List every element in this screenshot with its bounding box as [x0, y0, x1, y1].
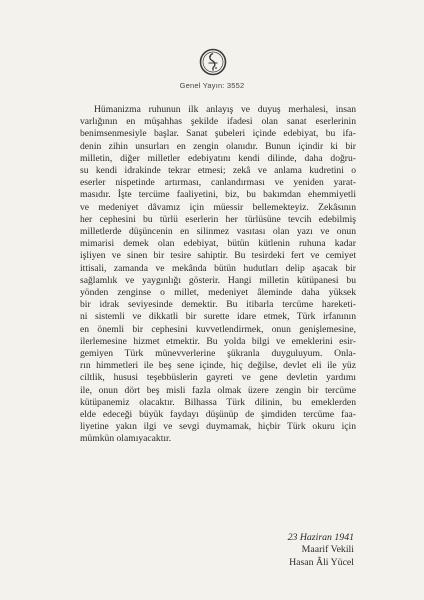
text-line: her cephesini bu türlü eserlerin her türlüsüne tevcih edebilmiş	[80, 213, 356, 225]
text-line: Hümanizma ruhunun ilk anlayış ve duyuş merhalesi, insan	[94, 104, 356, 115]
text-line: varlığının en müşahhas şekilde ifadesi olan sanat eserlerinin	[80, 116, 356, 128]
text-line: ile, onun dört beş misli fazla olmak üzere zengin bir tercüme	[80, 384, 356, 396]
foreword-text	[80, 104, 356, 446]
text-line: işliyen ve sinen bir tesire sahiptir. Bu tesirdeki fert ve cemiyet	[80, 250, 356, 262]
text-line: denin zihin unsurları en zengin olanıdır. Bunun içindir ki bir	[80, 140, 356, 152]
text-line: elde edeceği büyük faydayı düşünüp de şimdiden tercüme faa-	[80, 409, 356, 421]
ministry-emblem-icon	[199, 48, 227, 76]
text-line: rın himmetleri ile beş sene içinde, hiç değilse, devlet eli ile yüz	[80, 360, 356, 372]
signature-title: Maarif Vekili	[301, 544, 354, 556]
text-line: ilerlemesine hizmet etmektir. Bu yolda bilgi ve emeklerini esir-	[80, 335, 356, 347]
text-line: gemiyen Türk münevverlerine şükranla duyguluyum. Onla-	[80, 348, 356, 360]
text-line: liyetine yakın ilgi ve sevgi duymamak, hiçbir Türk okuru için	[80, 421, 356, 433]
text-line: mimarisi demek olan edebiyat, bütün kütlenin ruhuna kadar	[80, 238, 356, 250]
text-line: su kendi idrakinde tekrar etmesi; zekâ ve anlama kudretini o	[80, 165, 356, 177]
text-line: masıdır. İşte tercüme faaliyetini, biz, bu bakımdan ehemmiyetli	[80, 189, 356, 201]
publication-number: Genel Yayın: 3552	[179, 81, 245, 90]
text-line: en önemli bir cephesini kuvvetlendirmek, onun genişlemesine,	[80, 323, 356, 335]
text-line: yönden zenginse o millet, medeniyet âleminde daha yüksek	[80, 287, 356, 299]
text-line: ittisali, zamanda ve mekânda bütün hudutları delip aşacak bir	[80, 262, 356, 274]
signature-block	[288, 532, 354, 569]
text-line: mümkün olamıyacaktır.	[80, 433, 172, 445]
signature-date: 23 Haziran 1941	[287, 532, 354, 543]
text-line: milletlerde düşüncenin en silinmez vasıtası olan yazı ve onun	[80, 226, 356, 238]
text-line: eserler nispetinde artırması, canlandırması ve yeniden yarat-	[80, 177, 356, 189]
text-line: milletin, diğer milletler edebiyatını kendi dilinde, daha doğru-	[80, 152, 356, 164]
text-line: ve medeniyet dâvamız için müessir bellemekteyiz. Zekâsının	[80, 201, 356, 213]
text-line: ni sistemli ve dikkatli bir surette idare etmek, Türk irfanının	[80, 311, 356, 323]
text-line: ciltlik, hususi teşebbüslerin gayreti ve gene devletin yardımı	[80, 372, 356, 384]
text-line: sağlamlık ve yaygınlığı gösterir. Hangi milletin kütüpanesi bu	[80, 274, 356, 286]
signature-name: Hasan Âli Yücel	[289, 556, 354, 568]
text-line: benimsenmesiyle başlar. Sanat şubeleri içinde edebiyat, bu ifa-	[80, 128, 356, 140]
text-line: bir idrak seviyesinde demektir. Bu itibarla tercüme hareketi-	[80, 299, 356, 311]
text-line: kütüpanemiz olacaktır. Bilhassa Türk dilinin, bu emeklerden	[80, 396, 356, 408]
